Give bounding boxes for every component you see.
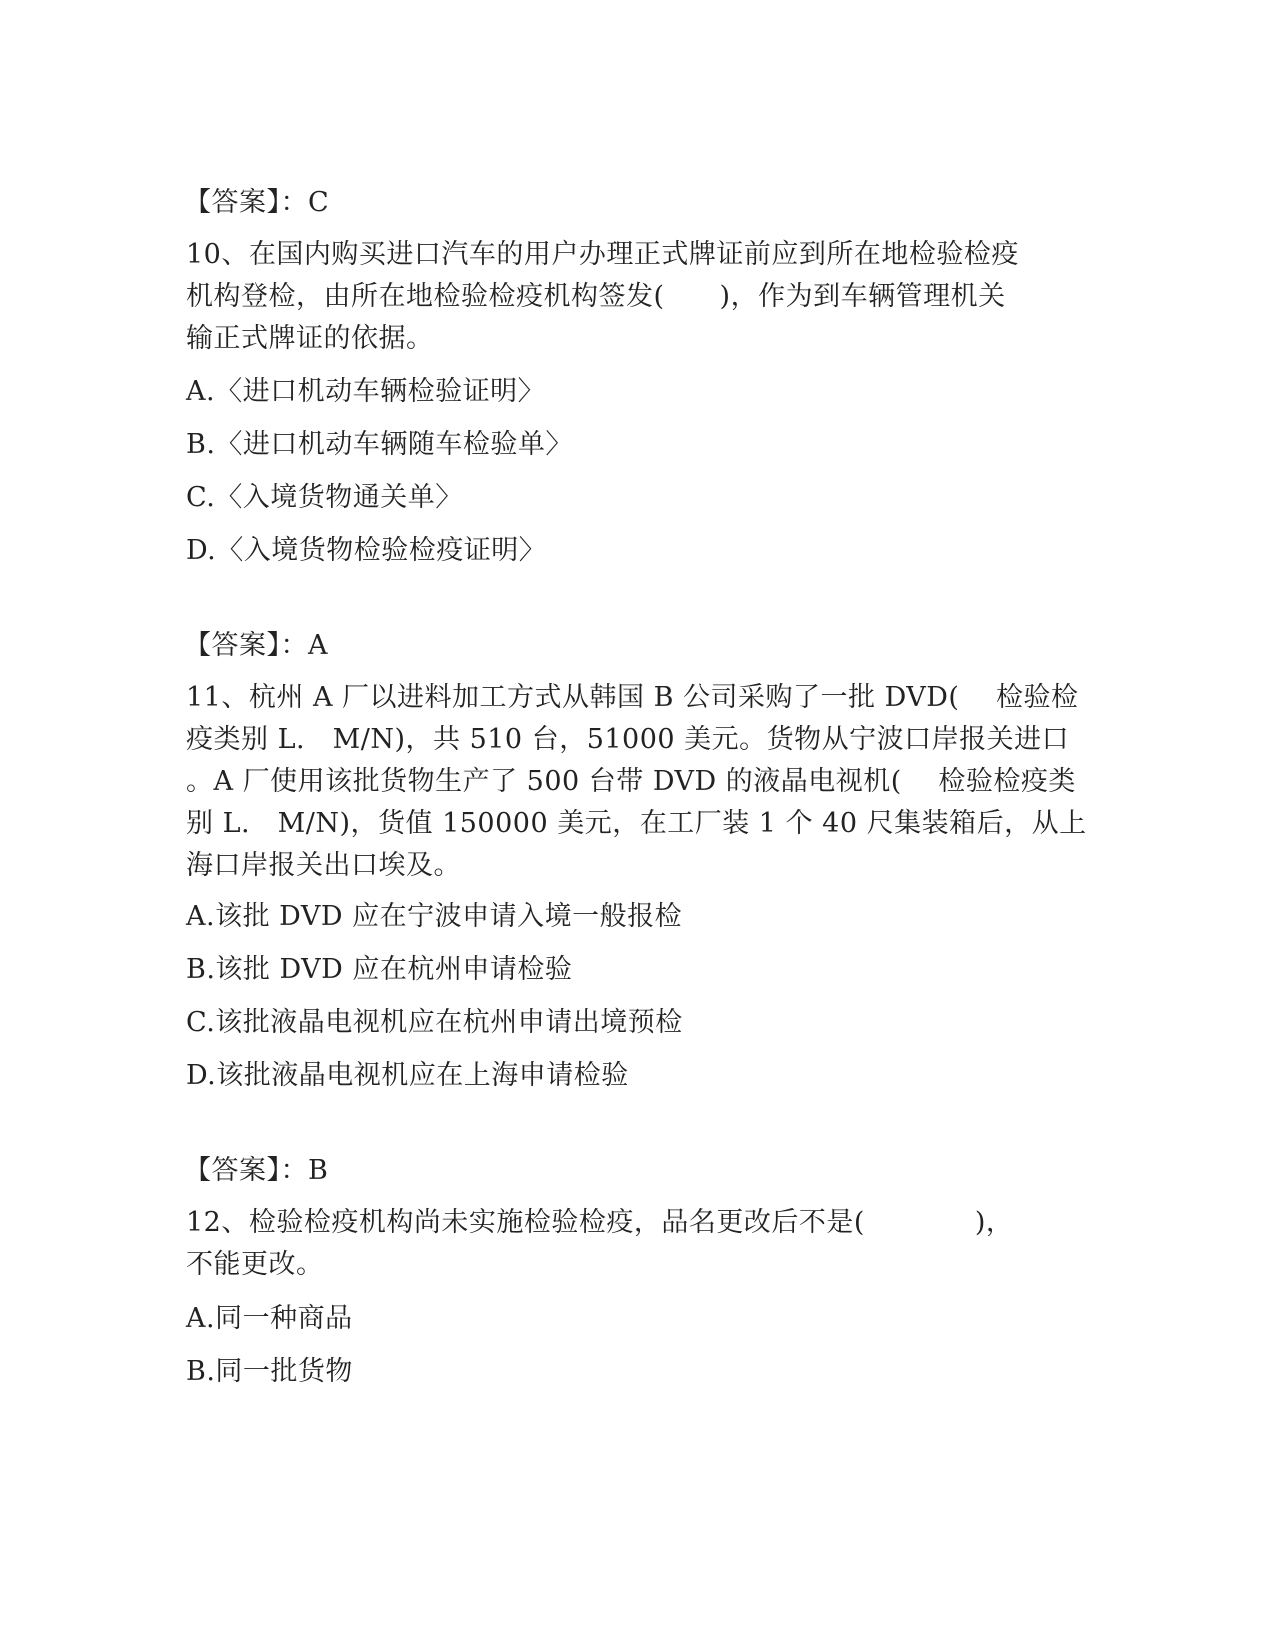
question-10-option-c: C.〈入境货物通关单〉: [186, 482, 463, 513]
question-11-line-3: 。A 厂使用该批货物生产了 500 台带 DVD 的液晶电视机( 检验检疫类: [186, 766, 1076, 797]
question-11-option-d: D.该批液晶电视机应在上海申请检验: [186, 1060, 629, 1091]
question-11-line-4: 别 L. M/N)，货值 150000 美元，在工厂装 1 个 40 尺集装箱后，从上: [186, 808, 1087, 839]
question-12-option-a: A.同一种商品: [186, 1303, 353, 1334]
question-12-line-1: 12、检验检疫机构尚未实施检验检疫，品名更改后不是( )，: [186, 1207, 1014, 1238]
answer-label: 【答案】：C: [184, 187, 330, 218]
question-11-option-b: B.该批 DVD 应在杭州申请检验: [186, 954, 573, 985]
question-11-line-1: 11、杭州 A 厂以进料加工方式从韩国 B 公司采购了一批 DVD( 检验检: [186, 682, 1079, 713]
question-12-line-2: 不能更改。: [186, 1249, 324, 1280]
question-10-option-a: A.〈进口机动车辆检验证明〉: [186, 376, 546, 407]
answer-label: 【答案】：B: [184, 1155, 329, 1186]
question-11-line-5: 海口岸报关出口埃及。: [186, 850, 461, 881]
question-11-option-c: C.该批液晶电视机应在杭州申请出境预检: [186, 1007, 683, 1038]
question-10-option-d: D.〈入境货物检验检疫证明〉: [186, 535, 547, 566]
question-11-line-2: 疫类别 L. M/N)，共 510 台，51000 美元。货物从宁波口岸报关进口: [186, 724, 1070, 755]
question-10-line-3: 输正式牌证的依据。: [186, 323, 434, 354]
question-12-option-b: B.同一批货物: [186, 1356, 353, 1387]
question-10-line-2: 机构登检，由所在地检验检疫机构签发( )，作为到车辆管理机关: [186, 281, 1006, 312]
question-11-option-a: A.该批 DVD 应在宁波申请入境一般报检: [186, 901, 683, 932]
question-10-line-1: 10、在国内购买进口汽车的用户办理正式牌证前应到所在地检验检疫: [186, 239, 1019, 270]
answer-label: 【答案】：A: [184, 630, 328, 661]
question-10-option-b: B.〈进口机动车辆随车检验单〉: [186, 429, 573, 460]
